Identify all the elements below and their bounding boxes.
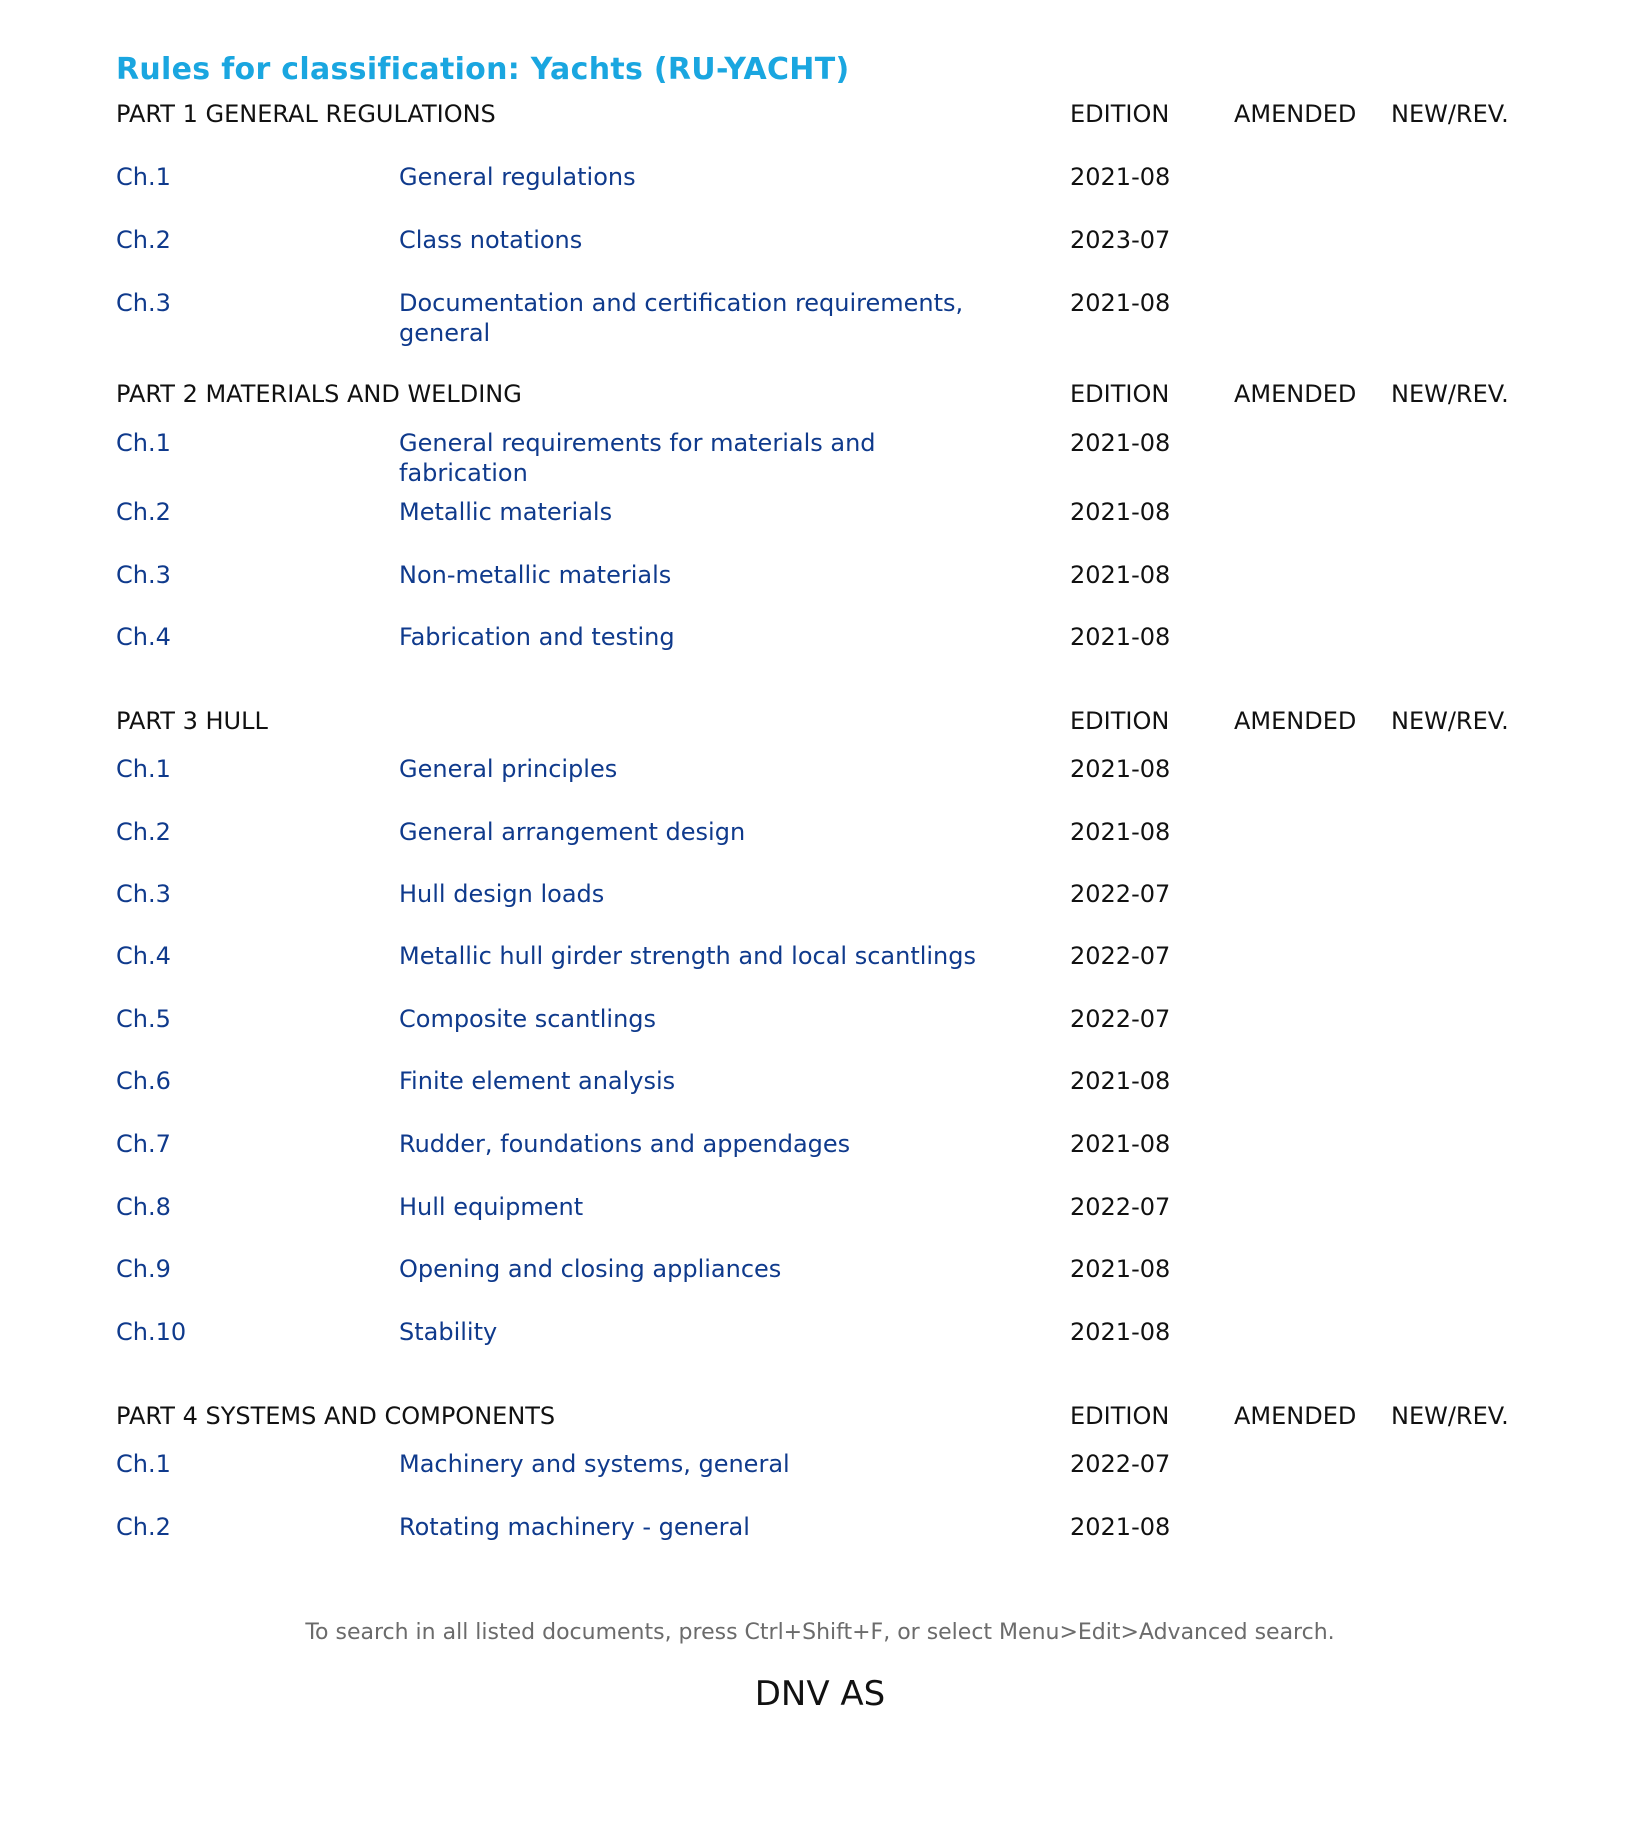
chapter-edition: 2021-08	[1070, 429, 1171, 457]
chapter-link[interactable]: Ch.10	[116, 1318, 187, 1346]
chapter-link[interactable]: Ch.1	[116, 755, 171, 783]
chapter-edition: 2021-08	[1070, 1067, 1171, 1095]
chapter-link[interactable]: Ch.2	[116, 226, 171, 254]
part-title: PART 4 SYSTEMS AND COMPONENTS	[116, 1402, 556, 1430]
chapter-title-link[interactable]: General regulations	[399, 163, 636, 191]
chapter-title-link[interactable]: Stability	[399, 1318, 498, 1346]
chapter-edition: 2021-08	[1070, 1318, 1171, 1346]
chapter-edition: 2021-08	[1070, 818, 1171, 846]
chapter-edition: 2021-08	[1070, 1255, 1171, 1283]
chapter-link[interactable]: Ch.6	[116, 1067, 171, 1095]
chapter-title-link[interactable]: General requirements for materials and fabrication	[399, 429, 876, 487]
chapter-title-link[interactable]: Rudder, foundations and appendages	[399, 1130, 851, 1158]
column-header-amended: AMENDED	[1234, 1402, 1357, 1430]
chapter-link[interactable]: Ch.9	[116, 1255, 171, 1283]
chapter-title-link[interactable]: Machinery and systems, general	[399, 1450, 790, 1478]
chapter-link[interactable]: Ch.3	[116, 880, 171, 908]
part-header	[116, 380, 1536, 412]
column-header-amended: AMENDED	[1234, 380, 1357, 408]
chapter-title-link[interactable]: Fabrication and testing	[399, 623, 675, 651]
chapter-title-link[interactable]: Hull equipment	[399, 1193, 584, 1221]
chapter-edition: 2021-08	[1070, 498, 1171, 526]
column-header-amended: AMENDED	[1234, 100, 1357, 128]
chapter-edition: 2022-07	[1070, 1005, 1171, 1033]
chapter-link[interactable]: Ch.2	[116, 498, 171, 526]
chapter-link[interactable]: Ch.8	[116, 1193, 171, 1221]
part-header	[116, 1402, 1536, 1434]
chapter-title-link[interactable]: Metallic materials	[399, 498, 613, 526]
chapter-link[interactable]: Ch.2	[116, 1513, 171, 1541]
chapter-edition: 2021-08	[1070, 163, 1171, 191]
column-header-newrev: NEW/REV.	[1391, 707, 1509, 735]
chapter-link[interactable]: Ch.4	[116, 623, 171, 651]
chapter-edition: 2022-07	[1070, 942, 1171, 970]
chapter-title-link[interactable]: Finite element analysis	[399, 1067, 676, 1095]
search-hint: To search in all listed documents, press Ctrl+Shift+F, or select Menu>Edit>Advanced search.	[305, 1620, 1335, 1645]
column-header-newrev: NEW/REV.	[1391, 1402, 1509, 1430]
chapter-edition: 2021-08	[1070, 1130, 1171, 1158]
company-name: DNV AS	[754, 1674, 886, 1714]
column-header-newrev: NEW/REV.	[1391, 380, 1509, 408]
part-title: PART 2 MATERIALS AND WELDING	[116, 380, 522, 408]
chapter-edition: 2021-08	[1070, 289, 1171, 317]
column-header-newrev: NEW/REV.	[1391, 100, 1509, 128]
chapter-link[interactable]: Ch.2	[116, 818, 171, 846]
page-title: Rules for classification: Yachts (RU-YACHT)	[116, 52, 850, 87]
chapter-title-link[interactable]: Documentation and certification requirements, general	[399, 289, 964, 347]
chapter-link[interactable]: Ch.3	[116, 289, 171, 317]
chapter-edition: 2023-07	[1070, 226, 1171, 254]
part-title: PART 1 GENERAL REGULATIONS	[116, 100, 496, 128]
chapter-edition: 2021-08	[1070, 1513, 1171, 1541]
chapter-title-link[interactable]: Metallic hull girder strength and local scantlings	[399, 942, 977, 970]
column-header-amended: AMENDED	[1234, 707, 1357, 735]
chapter-edition: 2021-08	[1070, 561, 1171, 589]
chapter-title-link[interactable]: Hull design loads	[399, 880, 605, 908]
chapter-title-link[interactable]: Rotating machinery - general	[399, 1513, 750, 1541]
chapter-edition: 2022-07	[1070, 880, 1171, 908]
column-header-edition: EDITION	[1070, 100, 1170, 128]
chapter-link[interactable]: Ch.5	[116, 1005, 171, 1033]
chapter-link[interactable]: Ch.3	[116, 561, 171, 589]
chapter-link[interactable]: Ch.1	[116, 163, 171, 191]
chapter-title-link[interactable]: General arrangement design	[399, 818, 746, 846]
chapter-title-link[interactable]: Composite scantlings	[399, 1005, 657, 1033]
column-header-edition: EDITION	[1070, 707, 1170, 735]
chapter-title-link[interactable]: General principles	[399, 755, 618, 783]
chapter-edition: 2022-07	[1070, 1193, 1171, 1221]
chapter-title-link[interactable]: Non-metallic materials	[399, 561, 672, 589]
column-header-edition: EDITION	[1070, 380, 1170, 408]
part-title: PART 3 HULL	[116, 707, 268, 735]
part-header	[116, 707, 1536, 739]
chapter-link[interactable]: Ch.1	[116, 1450, 171, 1478]
chapter-link[interactable]: Ch.7	[116, 1130, 171, 1158]
chapter-edition: 2022-07	[1070, 1450, 1171, 1478]
chapter-title-link[interactable]: Class notations	[399, 226, 583, 254]
chapter-edition: 2021-08	[1070, 755, 1171, 783]
chapter-link[interactable]: Ch.4	[116, 942, 171, 970]
part-header	[116, 100, 1536, 132]
chapter-edition: 2021-08	[1070, 623, 1171, 651]
column-header-edition: EDITION	[1070, 1402, 1170, 1430]
chapter-title-link[interactable]: Opening and closing appliances	[399, 1255, 782, 1283]
chapter-link[interactable]: Ch.1	[116, 429, 171, 457]
